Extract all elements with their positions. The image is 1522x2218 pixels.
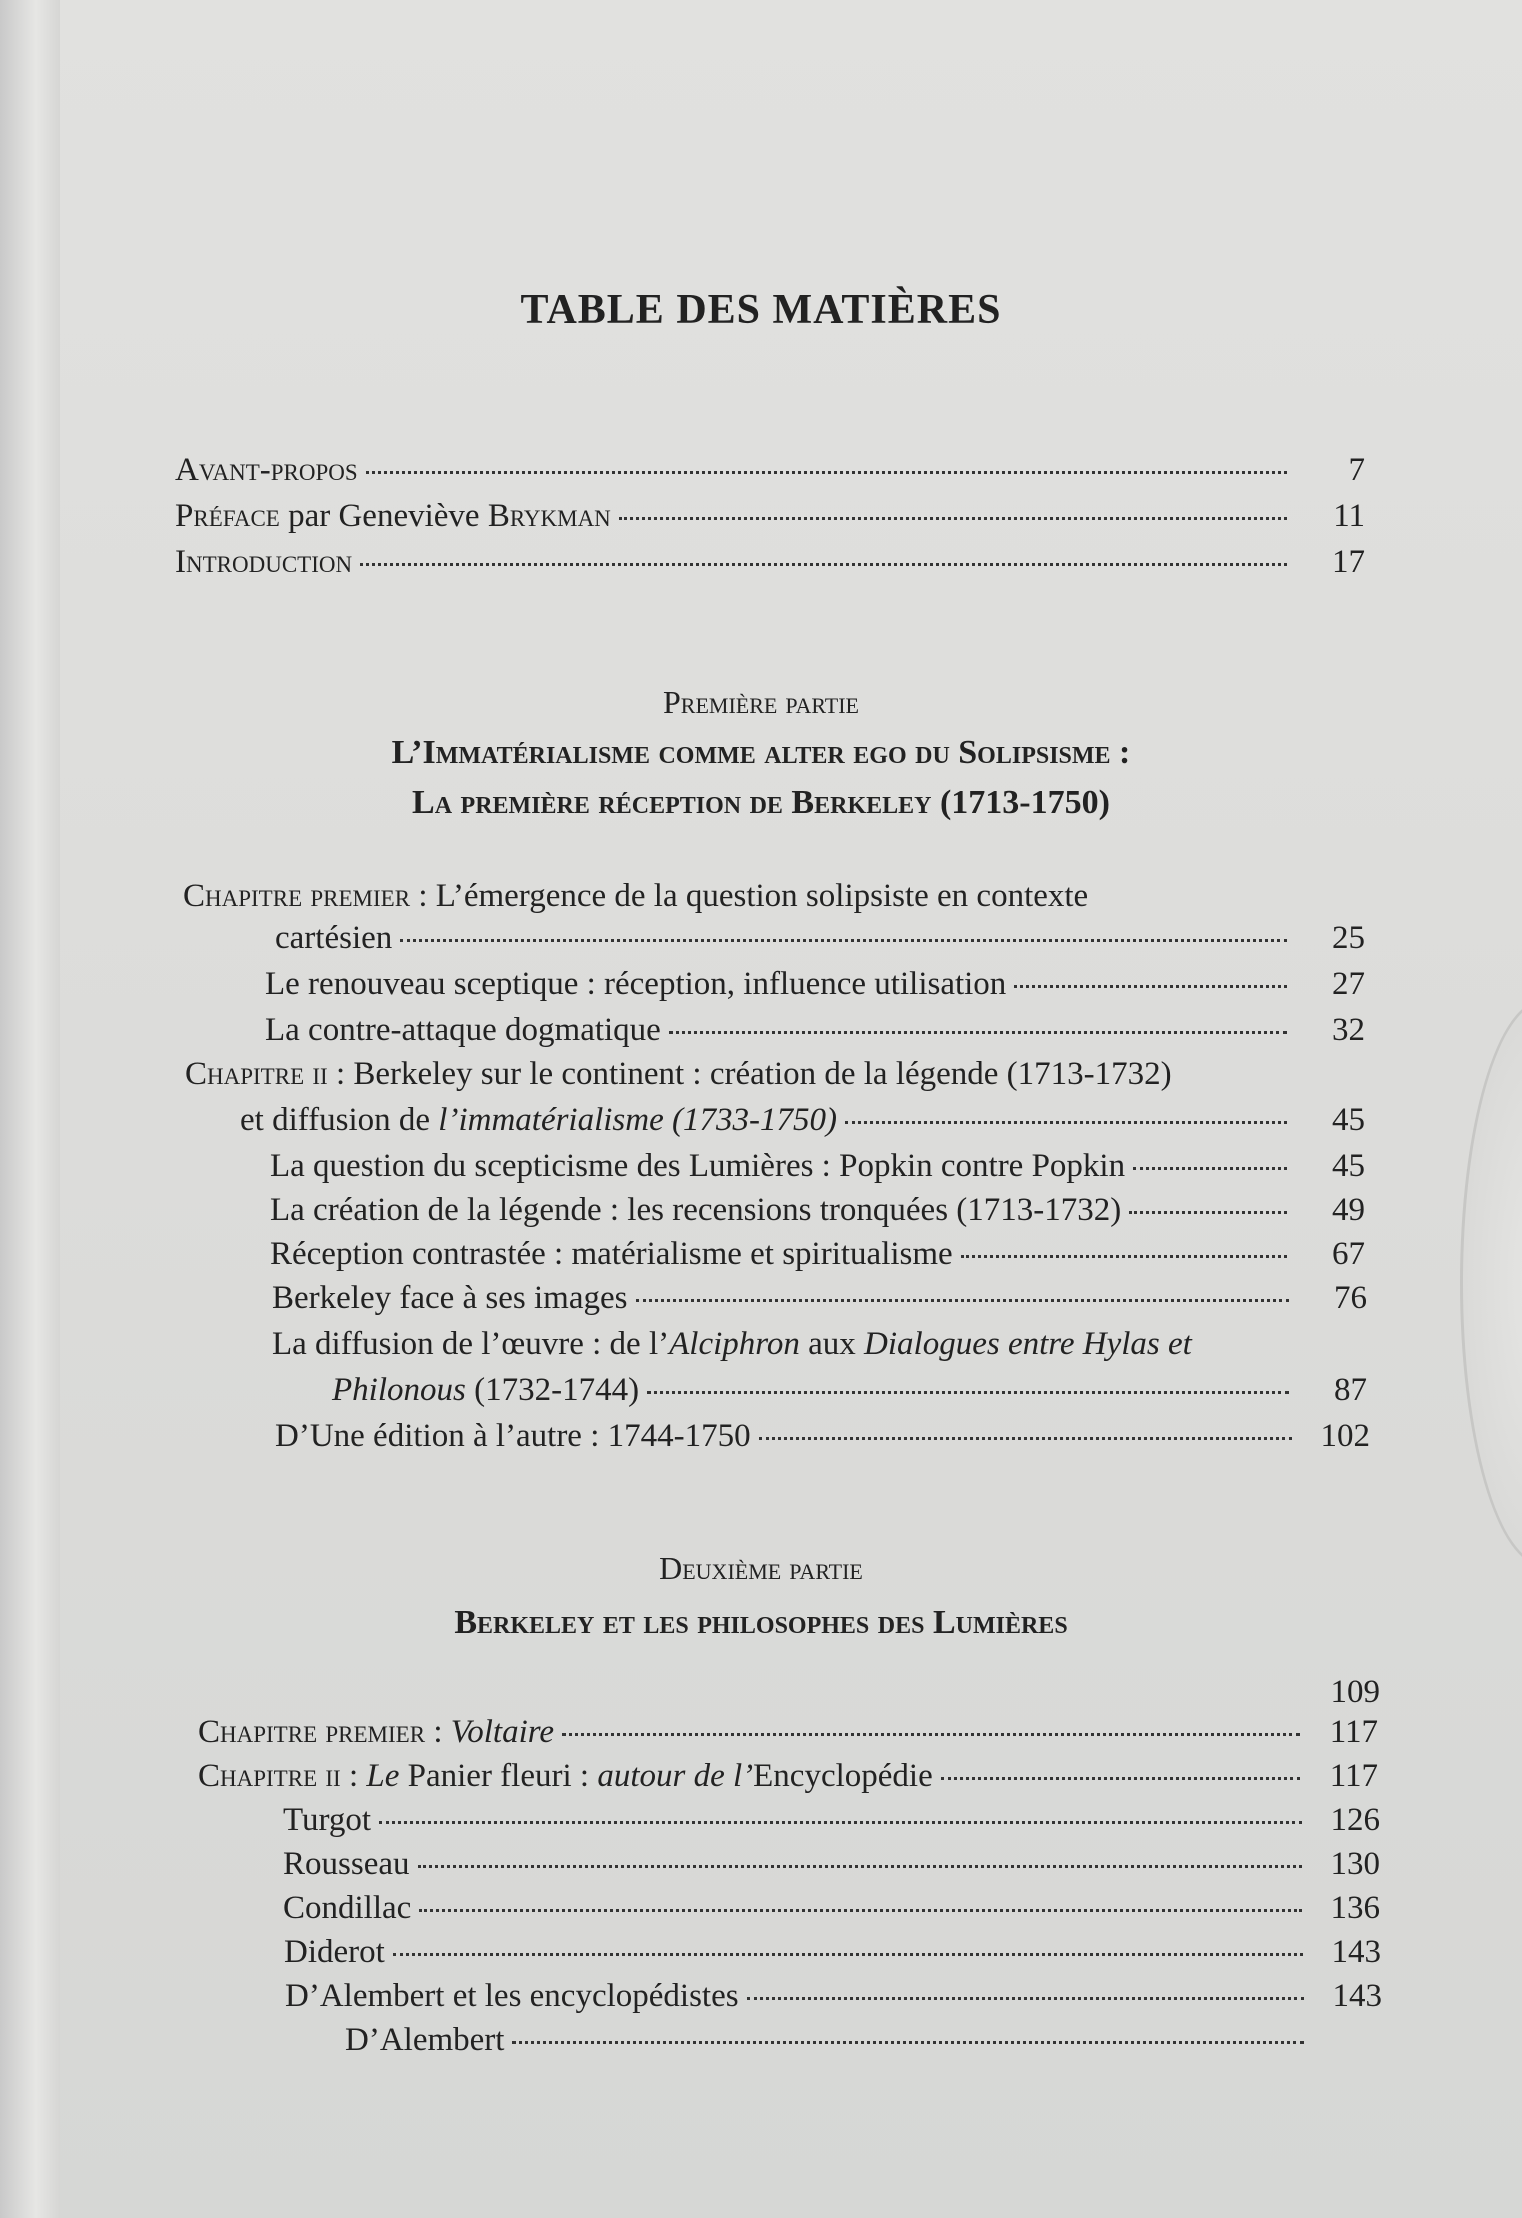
diffusion-c: aux — [799, 1326, 865, 1362]
diffusion-d: Dialogues entre Hylas et — [864, 1326, 1192, 1362]
entry-page: 45 — [1332, 1102, 1365, 1138]
entry-page: 117 — [1329, 1714, 1378, 1750]
dot-leader — [845, 1121, 1287, 1124]
dot-leader — [647, 1391, 1289, 1394]
entry-label: Condillac — [283, 1890, 412, 1926]
diffusion-e: Philonous — [332, 1372, 466, 1408]
toc-entry-avant-propos — [175, 452, 1365, 489]
entry-page: 136 — [1330, 1890, 1380, 1926]
chapter-sep: : — [340, 1758, 367, 1794]
dot-leader — [747, 1997, 1304, 2000]
entry-label — [240, 1102, 837, 1139]
part2-chapter2 — [198, 1758, 1378, 1795]
part1-ch2-section — [270, 1192, 1365, 1229]
entry-label — [175, 498, 611, 535]
diffusion-a: La diffusion de l’œuvre : de l’ — [272, 1326, 670, 1362]
dot-leader — [1133, 1167, 1287, 1170]
part1-chapter2-title — [185, 1056, 1172, 1093]
dot-leader — [619, 517, 1287, 520]
entry-page: 67 — [1332, 1236, 1365, 1272]
chapter-title: Voltaire — [450, 1714, 555, 1750]
part1-ch1-section — [265, 1012, 1365, 1049]
preface-author: Brykman — [487, 498, 611, 534]
part-one-title-line1: L’Immatérialisme comme alter ego du Solipsisme : — [391, 734, 1131, 771]
entry-page: 11 — [1333, 498, 1365, 534]
entry-page: 45 — [1332, 1148, 1365, 1184]
part1-ch2-section — [270, 1236, 1365, 1273]
chapter-label: Chapitre premier — [183, 878, 411, 914]
entry-page: 7 — [1348, 452, 1365, 488]
dot-leader — [961, 1255, 1287, 1258]
entry-label — [198, 1714, 554, 1751]
part2-ch2-section — [283, 1846, 1380, 1883]
entry-label: D’Alembert — [345, 2022, 505, 2058]
chapter-title-d: Encyclopédie — [753, 1758, 933, 1794]
dot-leader — [379, 1821, 1302, 1824]
part1-ch2-section — [270, 1148, 1365, 1185]
part1-ch2-section-edition — [275, 1418, 1370, 1455]
part2-ch2-section — [285, 1978, 1382, 2015]
entry-label — [332, 1372, 639, 1409]
chapter-sep: : — [425, 1714, 451, 1750]
chapter-label: Chapitre ii — [198, 1758, 341, 1794]
entry-label: Réception contrastée : matérialisme et spiritualisme — [270, 1236, 953, 1272]
entry-page: 126 — [1330, 1802, 1380, 1838]
cont-plain: et diffusion de — [240, 1102, 439, 1138]
chapter-title: : L’émergence de la question solipsiste en contexte — [410, 878, 1089, 914]
dot-leader — [1014, 985, 1287, 988]
chapter-title: : Berkeley sur le continent : création de la légende (1713-1732) — [327, 1056, 1172, 1092]
chapter-title-a: Le — [366, 1758, 400, 1794]
entry-page: 32 — [1332, 1012, 1365, 1048]
entry-page: 49 — [1332, 1192, 1365, 1228]
part2-ch2-section — [284, 1934, 1381, 1971]
dot-leader — [418, 1865, 1303, 1868]
chapter-label: Chapitre ii — [185, 1056, 328, 1092]
part2-chapter1 — [198, 1714, 1378, 1751]
entry-label: D’Alembert et les encyclopédistes — [285, 1978, 739, 2014]
entry-label: Berkeley face à ses images — [272, 1280, 628, 1316]
entry-label: Le renouveau sceptique : réception, influence utilisation — [265, 966, 1007, 1002]
entry-label: D’Une édition à l’autre : 1744-1750 — [275, 1418, 751, 1454]
part1-ch1-section — [265, 966, 1365, 1003]
entry-label: La question du scepticisme des Lumières : Popkin contre Popkin — [270, 1148, 1126, 1184]
dot-leader — [512, 2041, 1304, 2044]
dot-leader — [759, 1437, 1292, 1440]
dot-leader — [562, 1733, 1300, 1736]
part1-chapter1-title — [183, 878, 1273, 915]
dot-leader — [360, 563, 1287, 566]
entry-label — [198, 1758, 933, 1795]
entry-label: La création de la légende : les recensions tronquées (1713-1732) — [270, 1192, 1122, 1228]
part-two-page — [1180, 1674, 1380, 1711]
dot-leader — [419, 1909, 1302, 1912]
part1-ch2-section — [272, 1280, 1367, 1317]
dot-leader — [941, 1777, 1300, 1780]
entry-label: La contre-attaque dogmatique — [265, 1012, 661, 1048]
part-two-title: Berkeley et les philosophes des Lumières — [454, 1604, 1068, 1641]
chapter-label: Chapitre premier — [198, 1714, 426, 1750]
cont-italic: l’immatérialisme (1733-1750) — [438, 1102, 837, 1138]
dot-leader — [400, 939, 1287, 942]
part2-ch2-subsection — [345, 2022, 1382, 2059]
dot-leader — [1129, 1211, 1287, 1214]
entry-page: 87 — [1334, 1372, 1367, 1408]
preface-word: Préface — [175, 498, 280, 534]
chapter-title-c: autour de l’ — [597, 1758, 754, 1794]
entry-page: 27 — [1332, 966, 1365, 1002]
entry-label: Diderot — [284, 1934, 385, 1970]
toc-title: TABLE DES MATIÈRES — [520, 287, 1002, 333]
entry-page: 143 — [1331, 1934, 1381, 1970]
entry-page: 25 — [1332, 920, 1365, 956]
preface-by: par Geneviève — [279, 498, 488, 534]
part1-ch2-section-diffusion-cont — [332, 1372, 1367, 1409]
dot-leader — [636, 1299, 1290, 1302]
entry-label: cartésien — [275, 920, 393, 956]
entry-label: Introduction — [175, 544, 353, 580]
dot-leader — [366, 471, 1287, 474]
diffusion-f: (1732-1744) — [465, 1372, 640, 1408]
entry-page: 76 — [1334, 1280, 1367, 1316]
entry-label: Avant-propos — [175, 452, 358, 488]
entry-page: 130 — [1330, 1846, 1380, 1882]
entry-label: Turgot — [283, 1802, 372, 1838]
part2-ch2-section — [283, 1802, 1380, 1839]
part-one-title-line2: La première réception de Berkeley (1713-1750) — [412, 784, 1110, 821]
diffusion-b: Alciphron — [669, 1326, 800, 1362]
toc-entry-preface — [175, 498, 1365, 535]
part2-ch2-section — [283, 1890, 1380, 1927]
part-two-heading: Deuxième partie — [659, 1550, 863, 1586]
dot-leader — [393, 1953, 1303, 1956]
part-one-heading: Première partie — [662, 684, 859, 720]
chapter-title-b: Panier fleuri : — [399, 1758, 598, 1794]
entry-page: 102 — [1320, 1418, 1370, 1454]
part1-ch2-section-diffusion — [272, 1326, 1192, 1363]
entry-page: 17 — [1332, 544, 1365, 580]
toc-entry-introduction — [175, 544, 1365, 581]
part1-chapter1-cont — [275, 920, 1365, 957]
entry-page: 109 — [1330, 1674, 1380, 1710]
entry-page: 117 — [1329, 1758, 1378, 1794]
part1-chapter2-cont — [240, 1102, 1365, 1139]
entry-page: 143 — [1332, 1978, 1382, 2014]
dot-leader — [669, 1031, 1287, 1034]
entry-label: Rousseau — [283, 1846, 410, 1882]
